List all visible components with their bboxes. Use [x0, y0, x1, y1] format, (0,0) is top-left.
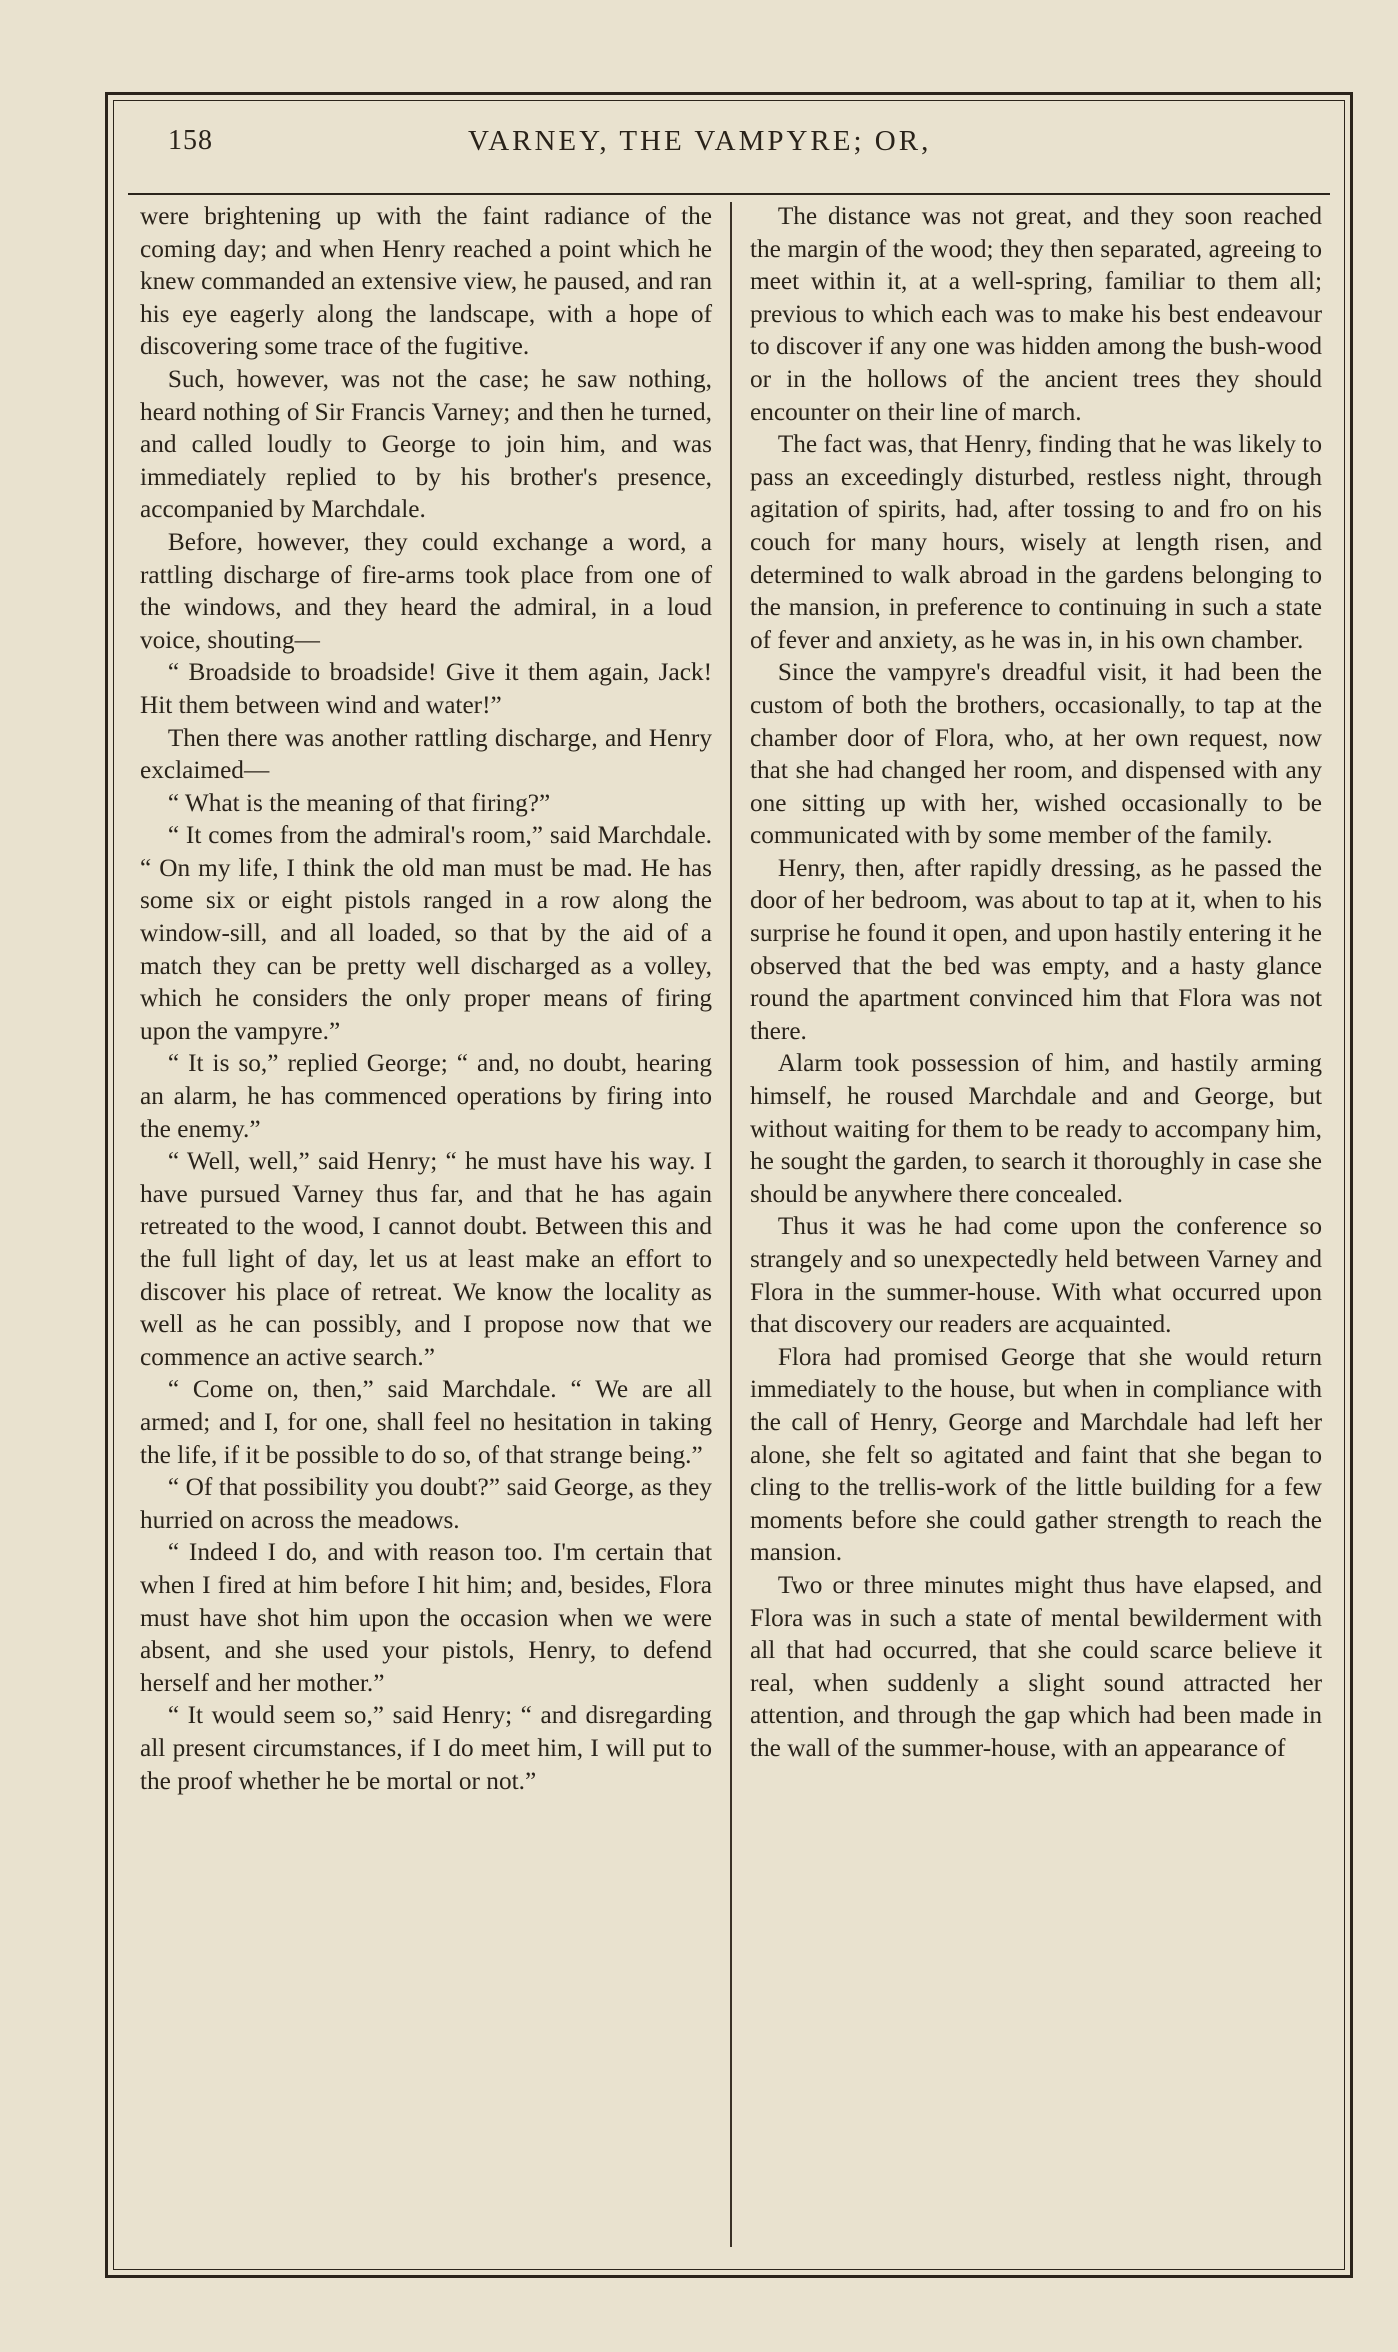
- left-column: [140, 200, 730, 2247]
- paragraph: “ Of that possibility you doubt?” said George, as they hurried on across the meadows.: [140, 1473, 712, 1534]
- text-columns: [140, 200, 1322, 2247]
- page-header: [108, 117, 1350, 177]
- paragraph: “ Come on, then,” said Marchdale. “ We are all armed; and I, for one, shall feel no hesitation in taking the life, if it be possible to do so, of that strange being.”: [140, 1375, 712, 1469]
- paragraph: Thus it was he had come upon the conference so strangely and so unexpectedly held between Varney and Flora in the summer-house. With what occurred upon that discovery our readers are acquainted.: [750, 1212, 1322, 1339]
- paragraph: “ It is so,” replied George; “ and, no doubt, hearing an alarm, he has commenced operations by firing into the enemy.”: [140, 1049, 712, 1143]
- page-frame: [105, 92, 1353, 2278]
- paragraph: were brightening up with the faint radiance of the coming day; and when Henry reached a point which he knew commanded an extensive view, he paused, and ran his eye eagerly along the landscape, with a hope of discovering some trace of the fugitive.: [140, 202, 712, 361]
- paragraph: “ Well, well,” said Henry; “ he must have his way. I have pursued Varney thus far, and that he has again retreated to the wood, I cannot doubt. Between this and the full light of day, let us at least make an effort to discover his place of retreat. We know the locality as well as he can possibly, and I propose now that we commence an active search.”: [140, 1147, 712, 1371]
- column-divider: [730, 202, 732, 2247]
- paragraph: Since the vampyre's dreadful visit, it had been the custom of both the brothers, occasionally, to tap at the chamber door of Flora, who, at her own request, now that she had changed her room, and dispensed with any one sitting up with her, wished occasionally to be communicated with by some member of the family.: [750, 658, 1322, 850]
- paragraph: Two or three minutes might thus have elapsed, and Flora was in such a state of mental bewilderment with all that had occurred, that she could scarce believe it real, when suddenly a slight sound attracted her attention, and through the gap which had been made in the wall of the summer-house, with an appearance of: [750, 1570, 1322, 1762]
- paragraph: The fact was, that Henry, finding that he was likely to pass an exceedingly disturbed, restless night, through agitation of spirits, had, after tossing to and fro on his couch for many hours, wisely at length risen, and determined to walk abroad in the gardens belonging to the mansion, in preference to continuing in such a state of fever and anxiety, as he was in, in his own chamber.: [750, 430, 1322, 654]
- paragraph: Before, however, they could exchange a word, a rattling discharge of fire-arms took place from one of the windows, and they heard the admiral, in a loud voice, shouting—: [140, 527, 712, 654]
- paragraph: Such, however, was not the case; he saw nothing, heard nothing of Sir Francis Varney; and then he turned, and called loudly to George to join him, and was immediately replied to by his brother's presence, accompanied by Marchdale.: [140, 364, 712, 524]
- paragraph: “ Broadside to broadside! Give it them again, Jack! Hit them between wind and water!”: [140, 658, 712, 719]
- paragraph: Alarm took possession of him, and hastily arming himself, he roused Marchdale and and George, but without waiting for them to be ready to accompany him, he sought the garden, to search it thoroughly in case she should be anywhere there concealed.: [750, 1049, 1322, 1208]
- paragraph: “ It comes from the admiral's room,” said Marchdale. “ On my life, I think the old man must be mad. He has some six or eight pistols ranged in a row along the window-sill, and all loaded, so that by the aid of a match they can be pretty well discharged as a volley, which he considers the only proper means of firing upon the vampyre.”: [140, 821, 712, 1045]
- paragraph: Then there was another rattling discharge, and Henry exclaimed—: [140, 723, 712, 785]
- paragraph: Flora had promised George that she would return immediately to the house, but when in compliance with the call of Henry, George and Marchdale had left her alone, she felt so agitated and faint that she began to cling to the trellis-work of the little building for a few moments before she could gather strength to reach the mansion.: [750, 1342, 1322, 1567]
- paragraph: The distance was not great, and they soon reached the margin of the wood; they then separated, agreeing to meet within it, at a well-spring, familiar to them all; previous to which each was to make his best endeavour to discover if any one was hidden among the bush-wood or in the hollows of the ancient trees they should encounter on their line of march.: [750, 202, 1322, 426]
- paragraph: “ Indeed I do, and with reason too. I'm certain that when I fired at him before I hit him; and, besides, Flora must have shot him upon the occasion when we were absent, and she used your pistols, Henry, to defend herself and her mother.”: [140, 1538, 712, 1697]
- paragraph: “ What is the meaning of that firing?”: [167, 788, 551, 817]
- running-title: VARNEY, THE VAMPYRE; OR,: [468, 125, 932, 157]
- paragraph: Henry, then, after rapidly dressing, as he passed the door of her bedroom, was about to tap at it, when to his surprise he found it open, and upon hastily entering it he observed that the bed was empty, and a hasty glance round the apartment convinced him that Flora was not there.: [750, 853, 1322, 1045]
- paragraph: “ It would seem so,” said Henry; “ and disregarding all present circumstances, if I do meet him, I will put to the proof whether he be mortal or not.”: [140, 1701, 712, 1795]
- header-rule: [128, 193, 1330, 195]
- right-column: [732, 200, 1322, 2247]
- page-number: 158: [168, 125, 213, 156]
